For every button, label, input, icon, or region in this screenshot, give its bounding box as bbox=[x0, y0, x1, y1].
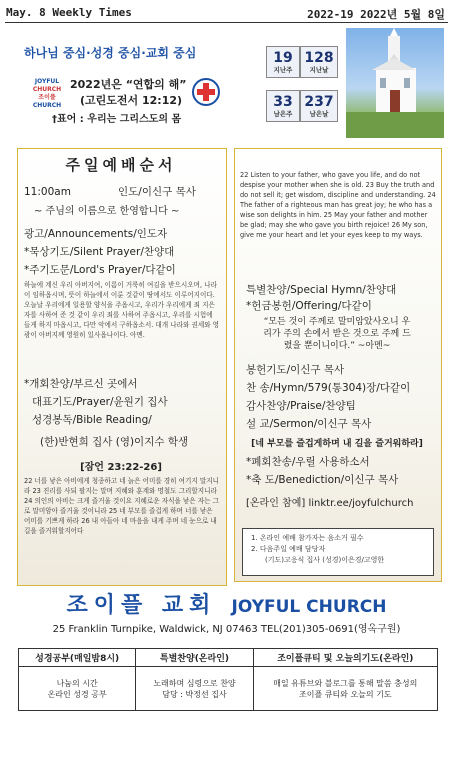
service-leader: 인도/이신구 목사 bbox=[118, 186, 196, 198]
header-right: 2022-19 2022년 5월 8일 bbox=[307, 8, 445, 21]
motto: 하나님 중심·성경 중심·교회 중심 bbox=[24, 46, 197, 60]
order-item-offering: *헌금봉헌/Offering/다같이 bbox=[246, 300, 372, 312]
cross-emblem bbox=[192, 78, 220, 106]
church-name-korean: 조이플 교회 bbox=[66, 593, 217, 618]
header-rule bbox=[5, 22, 448, 23]
sermon-title: [네 부모를 즐겁게하며 내 길을 즐거워하라] bbox=[251, 439, 423, 449]
church-name-english: JOYFUL CHURCH bbox=[231, 597, 387, 617]
table-header: 조이플큐티 및 오늘의기도(온라인) bbox=[253, 649, 437, 667]
table-cell: 노래하며 심령으로 찬양 담당 : 박정선 집사 bbox=[136, 667, 253, 711]
order-item-silent-prayer: *묵상기도/Silent Prayer/찬양대 bbox=[24, 246, 175, 258]
order-item-announcements: 광고/Announcements/인도자 bbox=[24, 228, 168, 240]
verse-reference: [잠언 23:22-26] bbox=[80, 462, 162, 473]
order-item-closing-hymn: *폐회찬송/우릴 사용하소서 bbox=[246, 456, 370, 468]
order-item-benediction: *축 도/Benediction/이신구 목사 bbox=[246, 474, 399, 486]
church-photo bbox=[346, 28, 444, 138]
order-item-prayer: 대표기도/Prayer/윤원기 집사 bbox=[32, 396, 168, 408]
table-cell: 나눔의 시간 온라인 성경 공부 bbox=[19, 667, 136, 711]
header-left: May. 8 Weekly Times bbox=[6, 6, 132, 19]
order-item-hymn: 찬 송/Hymn/579(통304)장/다같이 bbox=[246, 382, 411, 394]
table-header: 특별찬양(온라인) bbox=[136, 649, 253, 667]
order-item-praise: 감사찬양/Praise/찬양팀 bbox=[246, 400, 356, 412]
theme-verse: (고린도전서 12:12) bbox=[80, 94, 183, 107]
notes-box bbox=[242, 528, 434, 576]
church-address: 25 Franklin Turnpike, Waldwick, NJ 07463 TEL(201)305-0691(영옥구원) bbox=[52, 624, 401, 635]
verse-korean: 22 너를 낳은 아비에게 청종하고 네 늙은 어미를 경히 여기지 말지니라 23 진리를 사되 팔지는 말며 지혜와 훈계와 명철도 그리할지니라 24 의인의 아비는 크게 즐거울 것이요 지혜로운 자식을 낳은 자는 그로 말미암아 즐거울 것이니라 25 네 부모를 즐겁게 하며 너를 낳은 어미를 기쁘게 하라 26 내 아들아 네 마음을 내게 주며 네 눈으로 내 길을 즐거워할지어다 bbox=[24, 477, 219, 535]
days-left: 237 남은날 bbox=[300, 90, 338, 122]
weeks-left: 33 남은주 bbox=[266, 90, 300, 122]
theme-goal: †표어 : 우리는 그리스도의 몸 bbox=[52, 114, 182, 125]
table-header: 성경공부(매일밤8시) bbox=[19, 649, 136, 667]
church-name bbox=[0, 588, 453, 619]
table-cell: 매일 유튜브와 블로그를 통해 말씀 충성의 조이플 큐티와 오늘의 기도 bbox=[253, 667, 437, 711]
worship-order-title: 주일예배순서 bbox=[65, 156, 177, 174]
schedule-table bbox=[18, 648, 438, 711]
order-item-sermon: 설 교/Sermon/이신구 목사 bbox=[246, 418, 372, 430]
days-passed: 128 지난날 bbox=[300, 46, 338, 78]
note-2: 2. 다음주일 예배 담당자 bbox=[251, 545, 326, 553]
church-logo: JOYFUL CHURCH 조이플 CHURCH bbox=[32, 78, 62, 109]
order-item-lords-prayer: *주기도문/Lord's Prayer/다같이 bbox=[24, 264, 176, 276]
note-3: (기도)고응식 집사 (성경)이은경/고영한 bbox=[265, 556, 385, 564]
order-item-special-hymn: 특별찬양/Special Hymn/찬양대 bbox=[246, 284, 397, 296]
note-1: 1. 온라인 예배 참가자는 음소거 필수 bbox=[251, 534, 364, 542]
order-item-offering-prayer: 봉헌기도/이신구 목사 bbox=[246, 364, 345, 376]
order-item-readers: (한)반현희 집사 (영)이지수 학생 bbox=[40, 436, 189, 448]
online-link[interactable]: [온라인 참예] linktr.ee/joyfulchurch bbox=[246, 498, 414, 509]
lords-prayer-text: 하늘에 계신 우리 아버지여, 이름이 거룩히 여김을 받으시오며, 나라이 임하옵시며, 뜻이 하늘에서 이룬 것같이 땅에서도 이루어지이다. 오늘날 우리에게 일용할 양식을 주옵시고, 우리가 우리에게 죄 지은 자를 사하여 준 것 같이 우리 죄를 사하여 주옵시고, 우리를 시험에 들게 하지 마옵시고, 다만 악에서 구하옵소서. 대개 나라와 권세와 영광이 아버지께 영원히 있사옵나이다. 아멘. bbox=[24, 281, 220, 339]
year-theme: 2022년은 “연합의 해” bbox=[70, 78, 187, 91]
order-item-bible-reading: 성경봉독/Bible Reading/ bbox=[32, 414, 152, 426]
order-item-opening-hymn: *개회찬양/부르신 곳에서 bbox=[24, 378, 138, 390]
verse-english: 22 Listen to your father, who gave you life, and do not despise your mother when she is old. 23 Buy the truth and do not sell it; get wisdom, discipline and understanding. 24 The father of a righteous man has great joy; he who has a wise son delights in him. 25 May your father and mother be glad; may she who gave you birth rejoice! 26 My son, give me your heart and let your eyes keep to my ways. bbox=[240, 171, 436, 239]
offering-quote: “모든 것이 주께로 말미암았사오니 우리가 주의 손에서 받은 것으로 주께 드렸을 뿐이니이다.” ~아멘~ bbox=[263, 317, 411, 351]
service-time: 11:00am bbox=[24, 186, 71, 198]
weeks-passed: 19 지난주 bbox=[266, 46, 300, 78]
call-to-worship: ~ 주님의 이름으로 한영합니다 ~ bbox=[34, 206, 180, 217]
